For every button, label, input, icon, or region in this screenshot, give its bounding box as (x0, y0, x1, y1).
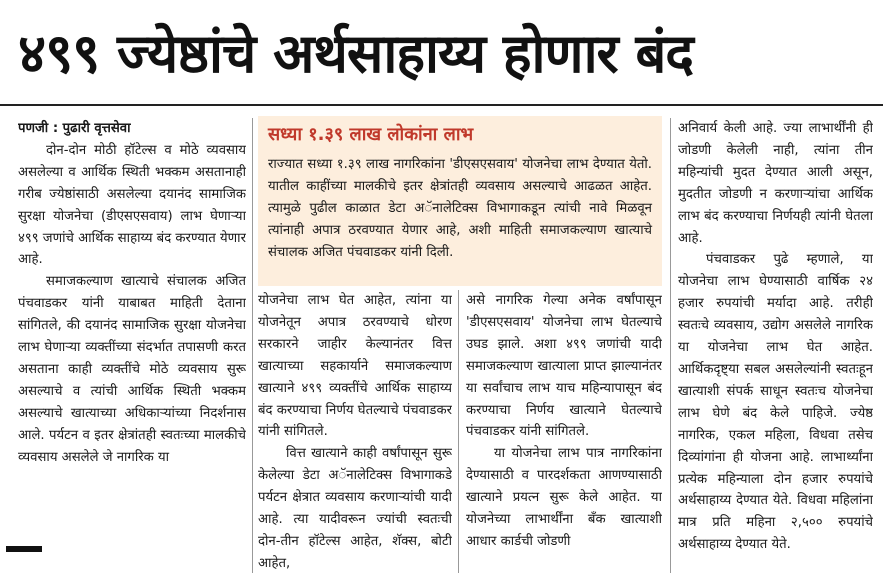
column-2 (258, 290, 452, 573)
column-3 (466, 290, 662, 573)
byline: पणजी : पुढारी वृत्तसेवा (18, 121, 131, 136)
col3-paragraph-2: या योजनेचा लाभ पात्र नागरिकांना देण्यासाठी व पारदर्शकता आणण्यासाठी खात्याने प्रयत्न सुरू केले आहेत. या योजनेच्या लाभार्थींना बँक खात्याशी आधार कार्डची जोडणी (466, 446, 662, 549)
column-divider (458, 290, 459, 573)
col2-paragraph-2: वित्त खात्याने काही वर्षांपासून सुरू केलेल्या डेटा अॅनालेटिक्स विभागाकडे पर्यटन क्षेत्रात व्यवसाय करणाऱ्यांची यादी आहे. त्या यादीवरून ज्यांची स्वतःची दोन-तीन हॉटेल्स आहेत, शॅक्स, बोटी आहेत, (258, 446, 452, 571)
box-text: राज्यात सध्या १.३९ लाख नागरिकांना 'डीएसएसवाय' योजनेचा लाभ देण्यात येतो. यातील काहींच्या मालकीचे इतर क्षेत्रांतही व्यवसाय असल्याचे आढळत आहेत. त्यामुळे पुढील काळात डेटा अॅनालेटिक्स विभागाकडून त्यांची नावे मिळवून त्यांनाही अपात्र ठरवण्यात येणार आहे, अशी माहिती समाजकल्याण खात्याचे संचालक अजित पंचवाडकर यांनी दिली. (268, 157, 652, 260)
col3-paragraph-1: असे नागरिक गेल्या अनेक वर्षांपासून 'डीएसएसवाय' योजनेचा लाभ घेतल्याचे उघड झाले. अशा ४९९ जणांची यादी समाजकल्याण खात्याला प्राप्त झाल्यानंतर या सर्वांचाच लाभ याच महिन्यापासून बंद करण्याचा निर्णय खात्याने घेतल्याचे पंचवाडकर यांनी सांगितले. (466, 293, 662, 440)
col1-paragraph-1: दोन-दोन मोठी हॉटेल्स व मोठे व्यवसाय असलेल्या व आर्थिक स्थिती भक्कम असतानाही गरीब ज्येष्ठांसाठी असलेल्या दयानंद सामाजिक सुरक्षा योजनेचा (डीएसएसवाय) लाभ घेणाऱ्या ४९९ जणांचे आर्थिक साहाय्य बंद करण्यात येणार आहे. (18, 142, 246, 268)
column-1 (18, 118, 246, 573)
column-4 (678, 118, 873, 573)
col1-paragraph-2: समाजकल्याण खात्याचे संचालक अजित पंचवाडकर यांनी याबाबत माहिती देताना सांगितले, की दयानंद सामाजिक सुरक्षा योजनेचा लाभ घेणाऱ्या व्यक्तींच्या संदर्भात तपासणी करत असताना काही व्यक्तींचे मोठे व्यवसाय सुरू असल्याचे व त्यांची आर्थिक स्थिती भक्कम असल्याचे खात्याच्या अधिकाऱ्यांच्या निदर्शनास आले. पर्यटन व इतर क्षेत्रांतही स्वतःच्या मालकीचे व्यवसाय असलेले जे नागरिक या (18, 274, 246, 465)
column-divider (670, 118, 671, 573)
col4-paragraph-2: पंचवाडकर पुढे म्हणाले, या योजनेचा लाभ घेण्यासाठी वार्षिक २४ हजार रुपयांची मर्यादा आहे. तरीही स्वतःचे व्यवसाय, उद्योग असलेले नागरिक या योजनेचा लाभ घेत आहेत. आर्थिकदृष्ट्या सबल असलेल्यांनी स्वतःहून खात्याशी संपर्क साधून स्वतःच योजनेचा लाभ घेणे बंद केले पाहिजे. ज्येष्ठ नागरिक, एकल महिला, विधवा तसेच दिव्यांगांना ही योजना आहे. लाभार्थ्यांना प्रत्येक महिन्याला दोन हजार रुपयांचे अर्थसाहाय्य देण्यात येते. विधवा महिलांना मात्र प्रति महिना २,५०० रुपयांचे अर्थसाहाय्य देण्यात येते. (678, 252, 873, 553)
box-heading: सध्या १.३९ लाख लोकांना लाभ (268, 124, 474, 145)
headline: ४९९ ज्येष्ठांचे अर्थसाहाय्य होणार बंद (18, 22, 693, 85)
highlight-box (258, 116, 662, 286)
col2-paragraph-1: योजनेचा लाभ घेत आहेत, त्यांना या योजनेतून अपात्र ठरवण्याचे धोरण सरकारने जाहीर केल्यानंतर वित्त खात्याच्या सहकार्याने समाजकल्याण खात्याने ४९९ व्यक्तींचे आर्थिक साहाय्य बंद करण्याचा निर्णय घेतल्याचे पंचवाडकर यांनी सांगितले. (258, 293, 452, 440)
col4-paragraph-1: अनिवार्य केली आहे. ज्या लाभार्थींनी ही जोडणी केलेली नाही, त्यांना तीन महिन्यांची मुदत देण्यात आली असून, मुदतीत जोडणी न करणाऱ्यांचा आर्थिक लाभ बंद करण्याचा निर्णयही त्यांनी घेतला आहे. (678, 121, 873, 246)
column-divider (252, 118, 253, 573)
headline-rule (0, 104, 883, 106)
end-marker (6, 546, 42, 552)
